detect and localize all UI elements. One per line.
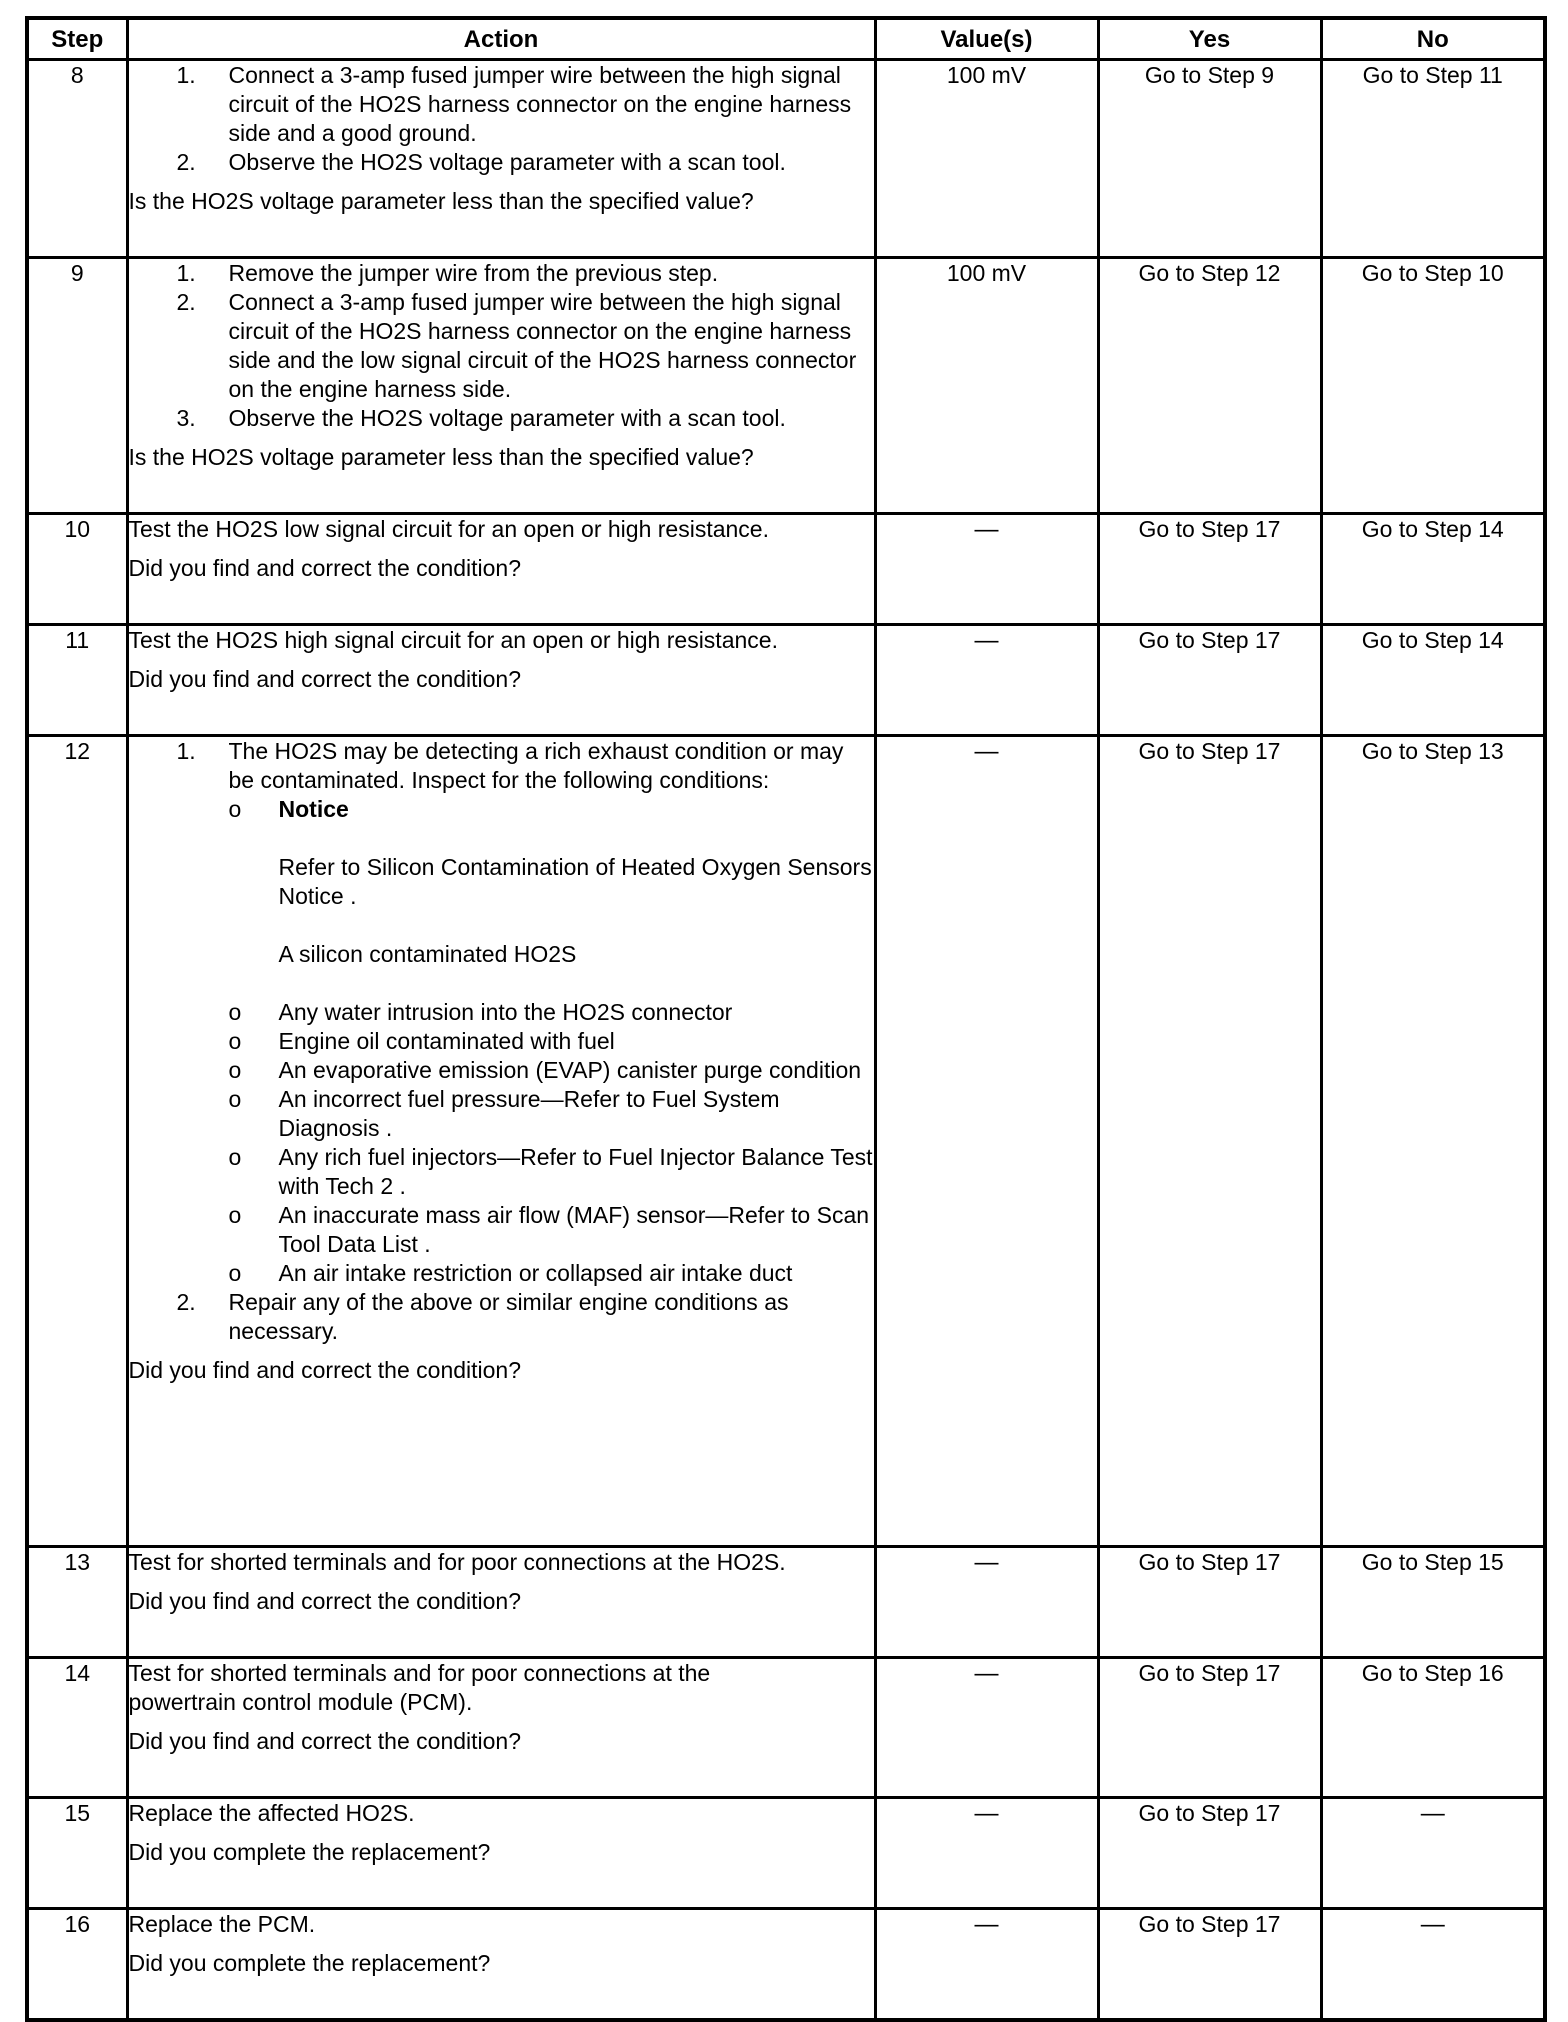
yes-link[interactable]: Go to Step 12: [1098, 258, 1321, 514]
no-link[interactable]: Go to Step 11: [1321, 60, 1545, 258]
question-text: Is the HO2S voltage parameter less than the specified value?: [128, 444, 754, 470]
yes-link[interactable]: Go to Step 17: [1098, 1658, 1321, 1798]
question-text: Did you complete the replacement?: [128, 1950, 491, 1976]
action-cell: [127, 258, 875, 514]
numbered-steps: [129, 737, 874, 1346]
list-item: o Any water intrusion into the HO2S connector: [228, 999, 733, 1025]
list-item: o An inaccurate mass air flow (MAF) sensor—Refer to Scan Tool Data List .: [228, 1202, 870, 1257]
value-cell: 100 mV: [875, 60, 1098, 258]
no-link[interactable]: Go to Step 14: [1321, 625, 1545, 736]
no-link: —: [1321, 1909, 1545, 2020]
value-cell: —: [875, 1547, 1098, 1658]
table-row: [27, 1798, 1545, 1909]
list-item: 2. Connect a 3-amp fused jumper wire between the high signal circuit of the HO2S harness connector on the engine harness side and the low signal circuit of the HO2S harness connector on the engine harness side.: [176, 289, 857, 402]
list-item: 1. Connect a 3-amp fused jumper wire between the high signal circuit of the HO2S harness connector on the engine harness side and a good ground.: [176, 62, 852, 146]
action-text: Test the HO2S high signal circuit for an open or high resistance.: [128, 627, 778, 653]
header-step: Step: [27, 18, 127, 60]
action-cell: [127, 514, 875, 625]
yes-link[interactable]: Go to Step 17: [1098, 1909, 1321, 2020]
no-link[interactable]: Go to Step 15: [1321, 1547, 1545, 1658]
table-row: [27, 1658, 1545, 1798]
header-row: [27, 18, 1545, 60]
list-item: o An evaporative emission (EVAP) canister purge condition: [228, 1057, 862, 1083]
action-cell: [127, 736, 875, 1547]
list-item: 1. The HO2S may be detecting a rich exhaust condition or may be contaminated. Inspect for the following conditions: o Notice Refer to Silicon Contamination of Heated Oxygen Sensors Notice . A silicon contaminated HO2S o Any water intrusion into the HO2S connector o Engine oil contaminated with fuel o An evaporative emission (EVAP) canister purge condition o An incorrect fuel pressure—Refer to Fuel System Diagnosis . o Any rich fuel injectors—Refer to Fuel Injector Balance Test with Tech 2 . o An inaccurate mass air flow (MAF) sensor—Refer to Scan Tool Data List . o An air intake restriction or collapsed air intake duct: [176, 738, 873, 1286]
step-number: 11: [27, 625, 127, 736]
value-cell: —: [875, 736, 1098, 1547]
action-cell: [127, 1658, 875, 1798]
action-text: Test the HO2S low signal circuit for an open or high resistance.: [128, 516, 769, 542]
question-text: Did you find and correct the condition?: [128, 1728, 522, 1754]
table-row: [27, 60, 1545, 258]
no-link[interactable]: Go to Step 16: [1321, 1658, 1545, 1798]
notice-link[interactable]: Refer to Silicon Contamination of Heated Oxygen Sensors Notice .: [278, 854, 872, 909]
table-row: [27, 1547, 1545, 1658]
list-item: 3. Observe the HO2S voltage parameter with a scan tool.: [176, 405, 786, 431]
action-cell: [127, 1547, 875, 1658]
action-text: Test for shorted terminals and for poor connections at the HO2S.: [128, 1549, 786, 1575]
header-no: No: [1321, 18, 1545, 60]
header-yes: Yes: [1098, 18, 1321, 60]
list-item: 2. Observe the HO2S voltage parameter with a scan tool.: [176, 149, 786, 175]
header-values: Value(s): [875, 18, 1098, 60]
action-text: Replace the affected HO2S.: [128, 1800, 415, 1826]
value-cell: —: [875, 625, 1098, 736]
table-row: [27, 514, 1545, 625]
list-item: o An air intake restriction or collapsed air intake duct: [228, 1260, 793, 1286]
no-link[interactable]: Go to Step 13: [1321, 736, 1545, 1547]
step-number: 13: [27, 1547, 127, 1658]
list-item: o An incorrect fuel pressure—Refer to Fuel System Diagnosis .: [228, 1086, 780, 1141]
diagnostic-table: [25, 16, 1547, 2022]
value-cell: —: [875, 1798, 1098, 1909]
step-number: 14: [27, 1658, 127, 1798]
list-item: o Any rich fuel injectors—Refer to Fuel Injector Balance Test with Tech 2 .: [228, 1144, 873, 1199]
notice-item: o Notice Refer to Silicon Contamination of Heated Oxygen Sensors Notice . A silicon contaminated HO2S: [228, 796, 872, 967]
table-row: [27, 258, 1545, 514]
step-number: 16: [27, 1909, 127, 2020]
step-number: 12: [27, 736, 127, 1547]
action-text: Test for shorted terminals and for poor connections at the powertrain control module (PCM).: [128, 1660, 711, 1715]
list-item: 1. Remove the jumper wire from the previous step.: [176, 260, 719, 286]
question-text: Is the HO2S voltage parameter less than the specified value?: [128, 188, 754, 214]
question-text: Did you find and correct the condition?: [128, 1357, 522, 1383]
action-cell: [127, 1798, 875, 1909]
value-cell: —: [875, 1658, 1098, 1798]
step-number: 10: [27, 514, 127, 625]
yes-link[interactable]: Go to Step 17: [1098, 736, 1321, 1547]
yes-link[interactable]: Go to Step 17: [1098, 625, 1321, 736]
table-row: [27, 625, 1545, 736]
step-number: 8: [27, 60, 127, 258]
question-text: Did you complete the replacement?: [128, 1839, 491, 1865]
header-action: Action: [127, 18, 875, 60]
yes-link[interactable]: Go to Step 17: [1098, 1547, 1321, 1658]
question-text: Did you find and correct the condition?: [128, 1588, 522, 1614]
table-row: [27, 736, 1545, 1547]
step-number: 9: [27, 258, 127, 514]
notice-subtext: A silicon contaminated HO2S: [278, 941, 577, 967]
list-item: 2. Repair any of the above or similar engine conditions as necessary.: [176, 1289, 789, 1344]
value-cell: 100 mV: [875, 258, 1098, 514]
numbered-steps: [129, 61, 874, 177]
question-text: Did you find and correct the condition?: [128, 555, 522, 581]
list-item: o Engine oil contaminated with fuel: [228, 1028, 615, 1054]
yes-link[interactable]: Go to Step 17: [1098, 1798, 1321, 1909]
question-text: Did you find and correct the condition?: [128, 666, 522, 692]
numbered-steps: [129, 259, 874, 433]
action-text: Replace the PCM.: [128, 1911, 316, 1937]
action-cell: [127, 1909, 875, 2020]
no-link: —: [1321, 1798, 1545, 1909]
action-cell: [127, 60, 875, 258]
value-cell: —: [875, 1909, 1098, 2020]
yes-link[interactable]: Go to Step 17: [1098, 514, 1321, 625]
table-row: [27, 1909, 1545, 2020]
no-link[interactable]: Go to Step 10: [1321, 258, 1545, 514]
step-number: 15: [27, 1798, 127, 1909]
step-1-text: The HO2S may be detecting a rich exhaust condition or may be contaminated. Inspect for the following conditions:: [228, 738, 844, 793]
no-link[interactable]: Go to Step 14: [1321, 514, 1545, 625]
yes-link[interactable]: Go to Step 9: [1098, 60, 1321, 258]
value-cell: —: [875, 514, 1098, 625]
notice-title: Notice: [278, 796, 349, 822]
conditions-list: [177, 795, 874, 1288]
action-cell: [127, 625, 875, 736]
